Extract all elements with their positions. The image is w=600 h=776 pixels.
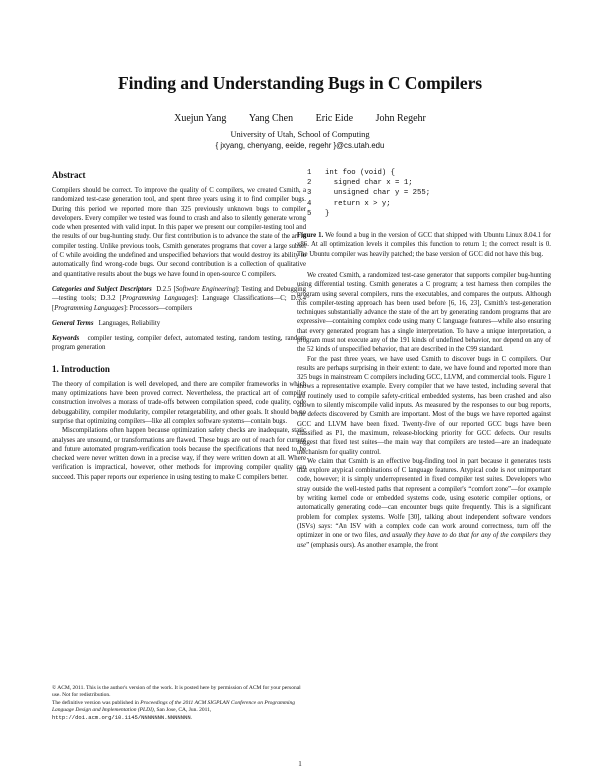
general-terms-heading: General Terms xyxy=(52,319,94,327)
author-list xyxy=(0,113,600,124)
code-line: 5 } xyxy=(307,209,330,218)
categories-heading: Categories and Subject Descriptors xyxy=(52,285,152,293)
figure-caption: Figure 1. We found a bug in the version of GCC that shipped with Ubuntu Linux 8.04.1 for x86. At all optimization levels it compiles this function to return 1; the correct result is 0. The Ubuntu compiler was heavily patched; the base version of GCC did not have this bug. xyxy=(297,232,551,258)
line-number: 3 xyxy=(307,189,312,198)
general-terms-text: Languages, Reliability xyxy=(98,319,161,327)
left-column xyxy=(52,162,306,482)
categories-block: Categories and Subject Descriptors D.2.5 [Software Engineering]: Testing and Debugging—testing tools; D.3.2 [Programming Languages]: Language Classifications—C; D.3.4 [Programming Languages]: Processors—compilers xyxy=(52,285,307,312)
copyright-notice: © ACM, 2011. This is the author's version of the work. It is posted here by permission of ACM for your personal use. Not for redistribution. xyxy=(52,685,301,699)
code-listing xyxy=(307,168,551,219)
keywords-text: compiler testing, compiler defect, automated testing, random testing, random program generation xyxy=(52,335,306,352)
abstract-text: Compilers should be correct. To improve the quality of C compilers, we created Csmith, a randomized test-case generation tool, and spent three years using it to find compiler bugs. During this period we reported more than 325 previously unknown bugs to compiler developers. Every compiler we tested was found to crash and also to silently generate wrong code when presented with valid input. In this paper we present our compiler-testing tool and the results of our bug-hunting study. Our first contribution is to advance the state of the art in compiler testing. Unlike previous tools, Csmith generates programs that cover a large subset of C while avoiding the undefined and unspecified behaviors that would destroy its ability to automatically find wrong-code bugs. Our second contribution is a collection of qualitative and quantitative results about the bugs we have found in open-source C compilers. xyxy=(52,187,306,278)
code-line: 1 int foo (void) { xyxy=(307,169,396,177)
introduction-heading: 1. Introduction xyxy=(52,363,110,374)
publication-notice: The definitive version was published in Proceedings of the 2011 ACM SIGPLAN Conference on Programming Language Design and Implementation (PLDI), San Jose, CA, Jun. 2011, http://doi.acm.org/10.1145/NNNNNNN.NNNNNNN. xyxy=(52,699,295,722)
keywords-block xyxy=(52,334,306,353)
keywords-heading: Keywords xyxy=(52,335,80,343)
doi-link[interactable]: http://doi.acm.org/10.1145/NNNNNNN.NNNNNNN xyxy=(52,714,191,722)
code-line: 2 signed char x = 1; xyxy=(307,179,413,188)
line-number: 1 xyxy=(307,169,312,177)
code-line: 4 return x > y; xyxy=(307,199,391,208)
author-name: John Regehr xyxy=(375,113,426,124)
general-terms-block xyxy=(52,319,306,328)
author-name: Yang Chen xyxy=(248,113,294,124)
page-number: 1 xyxy=(298,760,302,768)
body-paragraph: We claim that Csmith is an effective bug-finding tool in part because it generates tests that explore atypical combinations of C language features. Atypical code is not unimportant code, however; it is simply underrepresented in fixed compiler test suites. Developers who stray outside the well-tested paths that represent a compiler's “comfort zone”—for example by writing kernel code or embedded systems code, using esoteric compiler options, or automatically generating code—can encounter bugs quite frequently. This is a significant problem for complex systems. Wolfe [30], talking about independent software vendors (ISVs) says: “An ISV with a complex code can work around correctness, turn off the optimizer in one or two files, and usually they have to do that for any of the compilers they use” (emphasis ours). As another example, the front xyxy=(297,457,551,549)
intro-paragraph: The theory of compilation is well developed, and there are compiler frameworks in which many optimizations have been proved correct. Nevertheless, the practical art of compiler construction involves a morass of trade-offs between compilation speed, code quality, code debuggability, compiler modularity, compiler retargetability, and other goals. It should be no surprise that optimizing compilers—like all complex software systems—contain bugs. xyxy=(52,380,306,425)
author-name: Eric Eide xyxy=(315,113,354,124)
affiliation: University of Utah, School of Computing xyxy=(230,130,370,139)
line-number: 5 xyxy=(307,209,312,218)
right-column xyxy=(297,162,551,550)
paper-title: Finding and Understanding Bugs in C Compilers xyxy=(117,73,483,93)
author-email: { jxyang, chenyang, eeide, regehr }@cs.utah.edu xyxy=(215,141,385,150)
figure-label: Figure 1. xyxy=(297,232,324,240)
body-paragraph: For the past three years, we have used Csmith to discover bugs in C compilers. Our results are perhaps surprising in their extent: to date, we have found and reported more than 325 bugs in mainstream C compilers including GCC, LLVM, and commercial tools. Figure 1 shows a representative example. Every compiler that we have tested, including several that are routinely used to compile safety-critical embedded systems, has been crashed and also shown to silently miscompile valid inputs. As measured by the responses to our bug reports, the defects discovered by Csmith are important. Most of the bugs we have reported against GCC and LLVM have been fixed. Twenty-five of our reported GCC bugs have been classified as P1, the maximum, release-blocking priority for GCC defects. Our results suggest that fixed test suites—the main way that compilers are tested—are an inadequate mechanism for quality control. xyxy=(297,355,551,456)
abstract-heading: Abstract xyxy=(52,170,86,180)
copyright-footnote xyxy=(52,685,306,722)
affiliation-block xyxy=(0,129,600,151)
body-paragraph: We created Csmith, a randomized test-case generator that supports compiler bug-hunting using differential testing. Csmith generates a C program; a test harness then compiles the program using several compilers, runs the executables, and compares the outputs. Although this compiler-testing approach has been used before [6, 16, 23], Csmith's test-generation techniques substantially advance the state of the art by generating random programs that are expressive—containing complex code using many C language features—while also ensuring that every generated program has a single interpretation. To have a unique interpretation, a program must not execute any of the 191 kinds of undefined behavior, nor depend on any of the 52 kinds of unspecified behavior, that are described in the C99 standard. xyxy=(297,271,551,354)
author-name: Xuejun Yang xyxy=(174,113,227,124)
intro-paragraph: Miscompilations often happen because optimization safety checks are inadequate, static analyses are unsound, or transformations are flawed. These bugs are out of reach for current and future automated program-verification tools because the specifications that need to be checked were never written down in a precise way, if they were written down at all. Where verification is impractical, however, other methods for improving compiler quality can succeed. This paper reports our experience in using testing to make C compilers better. xyxy=(52,427,306,481)
code-line: 3 unsigned char y = 255; xyxy=(307,189,431,198)
categories-text: D.2.5 [ xyxy=(156,285,176,293)
line-number: 2 xyxy=(307,179,312,188)
line-number: 4 xyxy=(307,199,312,208)
